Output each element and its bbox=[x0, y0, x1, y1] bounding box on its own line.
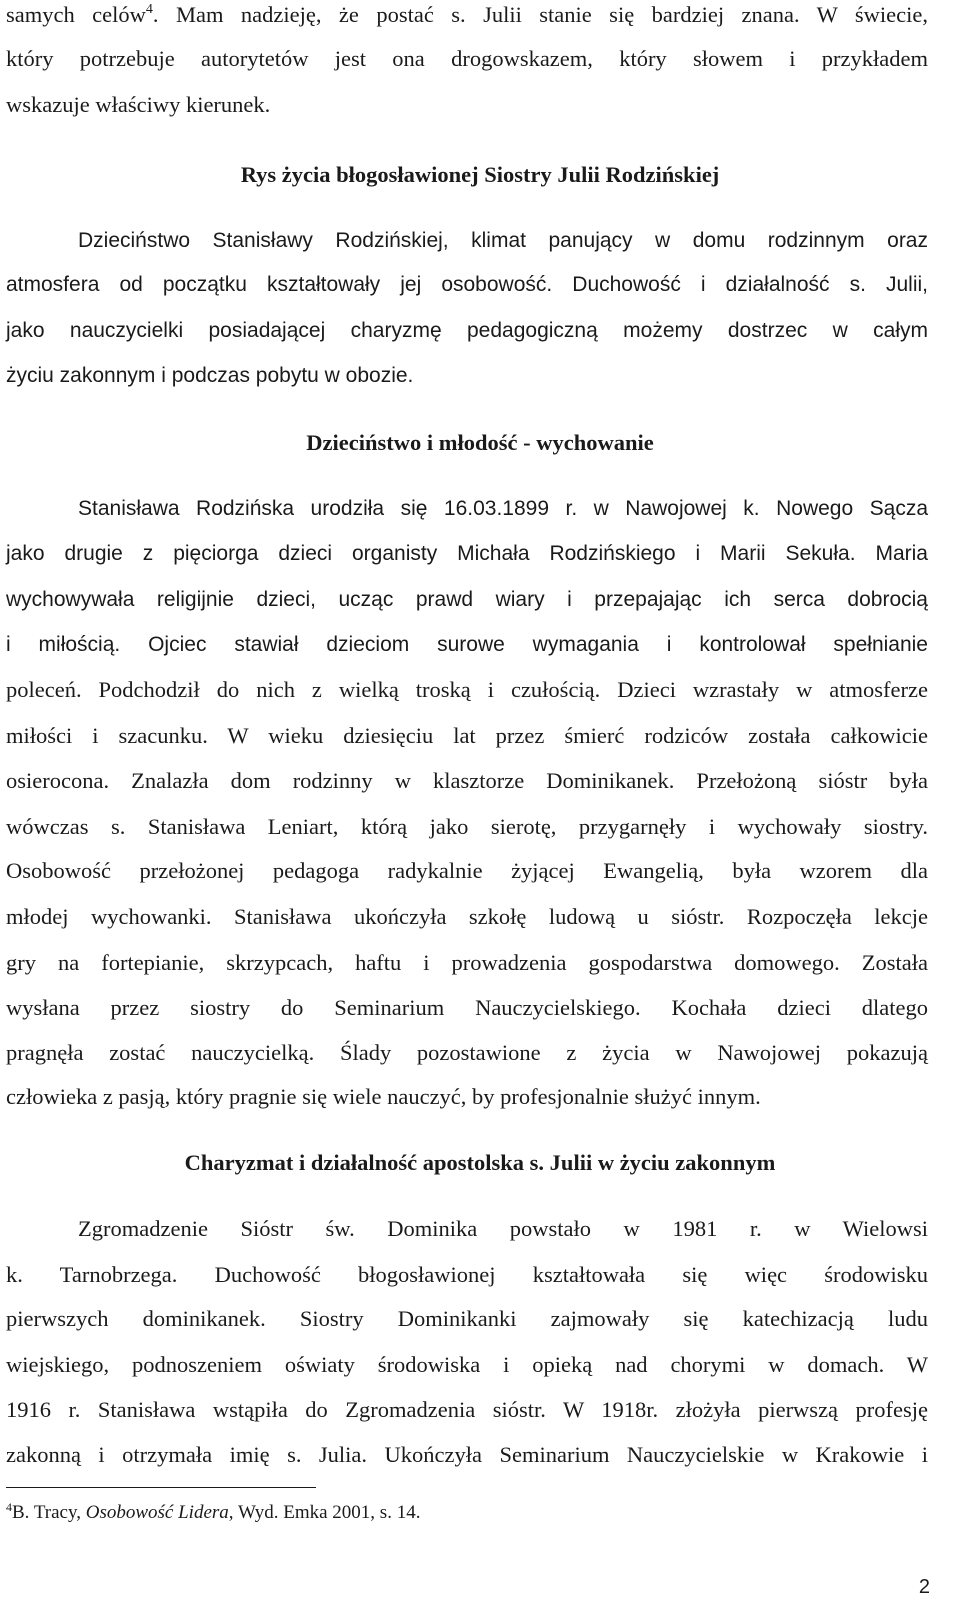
page-number: 2 bbox=[918, 1576, 930, 1598]
section-heading-dziecinstwo: Dzieciństwo i młodość - wychowanie bbox=[306, 430, 654, 455]
footnote-book-title: Osobowość Lidera bbox=[85, 1502, 229, 1523]
paragraph-line: poleceń. Podchodził do nich z wielką troską i czułością. Dzieci wzrastały w atmosferze bbox=[6, 677, 928, 702]
paragraph-line: pragnęła zostać nauczycielką. Ślady pozostawione z życia w Nawojowej pokazują bbox=[6, 1040, 928, 1065]
paragraph-line: życiu zakonnym i podczas pobytu w obozie. bbox=[6, 364, 414, 387]
paragraph-line: Osobowość przełożonej pedagoga radykalnie żyjącej Ewangelią, była wzorem dla bbox=[6, 858, 928, 883]
paragraph-line: 1916 r. Stanisława wstąpiła do Zgromadzenia sióstr. W 1918r. złożyła pierwszą profesję bbox=[6, 1397, 928, 1422]
footnote-separator bbox=[6, 1487, 316, 1488]
paragraph-line: osierocona. Znalazła dom rodzinny w klasztorze Dominikanek. Przełożoną sióstr była bbox=[6, 768, 928, 793]
paragraph-line: jako drugie z pięciorga dzieci organisty Michała Rodzińskiego i Marii Sekuła. Maria bbox=[6, 542, 928, 565]
intro-line-3: wskazuje właściwy kierunek. bbox=[6, 92, 271, 117]
paragraph-line: Dzieciństwo Stanisławy Rodzińskiej, klimat panujący w domu rodzinnym oraz bbox=[78, 229, 928, 252]
paragraph-line: pierwszych dominikanek. Siostry Dominikanki zajmowały się katechizacją ludu bbox=[6, 1306, 928, 1331]
paragraph-line: wysłana przez siostry do Seminarium Nauczycielskiego. Kochała dzieci dlatego bbox=[6, 995, 928, 1020]
paragraph-line: młodej wychowanki. Stanisława ukończyła szkołę ludową u sióstr. Rozpoczęła lekcje bbox=[6, 904, 928, 929]
paragraph-line: jako nauczycielki posiadającej charyzmę pedagogiczną możemy dostrzec w całym bbox=[6, 319, 928, 342]
paragraph-line: wiejskiego, podnoszeniem oświaty środowiska i opieką nad chorymi w domach. W bbox=[6, 1352, 928, 1377]
paragraph-line: Zgromadzenie Sióstr św. Dominika powstało w 1981 r. w Wielowsi bbox=[78, 1216, 928, 1241]
paragraph-line: Stanisława Rodzińska urodziła się 16.03.1899 r. w Nawojowej k. Nowego Sącza bbox=[78, 497, 928, 520]
footnote-reference[interactable]: 4 bbox=[145, 2, 153, 17]
paragraph-line: miłości i szacunku. W wieku dziesięciu lat przez śmierć rodziców została całkowicie bbox=[6, 723, 928, 748]
paragraph-line: zakonną i otrzymała imię s. Julia. Ukończyła Seminarium Nauczycielskie w Krakowie i bbox=[6, 1442, 928, 1467]
intro-line-1: samych celów$^4$. Mam nadzieję, że postać s. Julii stanie się bardziej znana. W świecie, bbox=[6, 2, 928, 27]
paragraph-line: człowieka z pasją, który pragnie się wiele nauczyć, by profesjonalnie służyć innym. bbox=[6, 1084, 761, 1109]
footnote-marker: 4 bbox=[6, 1500, 12, 1514]
footnote: $^4$B. Tracy, Osobowość Lidera, Wyd. Emka 2001, s. 14. bbox=[6, 1500, 421, 1523]
paragraph-line: gry na fortepianie, skrzypcach, haftu i prowadzenia gospodarstwa domowego. Została bbox=[6, 950, 928, 975]
paragraph-line: k. Tarnobrzega. Duchowość błogosławionej kształtowała się więc środowisku bbox=[6, 1262, 928, 1287]
intro-line-2: który potrzebuje autorytetów jest ona drogowskazem, który słowem i przykładem bbox=[6, 46, 928, 71]
section-heading-rys-zycia: Rys życia błogosławionej Siostry Julii Rodzińskiej bbox=[240, 162, 720, 187]
paragraph-line: wówczas s. Stanisława Leniart, którą jako sierotę, przygarnęły i wychowały siostry. bbox=[6, 814, 928, 839]
section-heading-charyzmat: Charyzmat i działalność apostolska s. Julii w życiu zakonnym bbox=[184, 1150, 776, 1175]
paragraph-line: i miłością. Ojciec stawiał dzieciom surowe wymagania i kontrolował spełnianie bbox=[6, 633, 928, 656]
paragraph-line: wychowywała religijnie dzieci, ucząc prawd wiary i przepajając ich serca dobrocią bbox=[6, 588, 928, 611]
paragraph-line: atmosfera od początku kształtowały jej osobowość. Duchowość i działalność s. Julii, bbox=[6, 273, 928, 296]
